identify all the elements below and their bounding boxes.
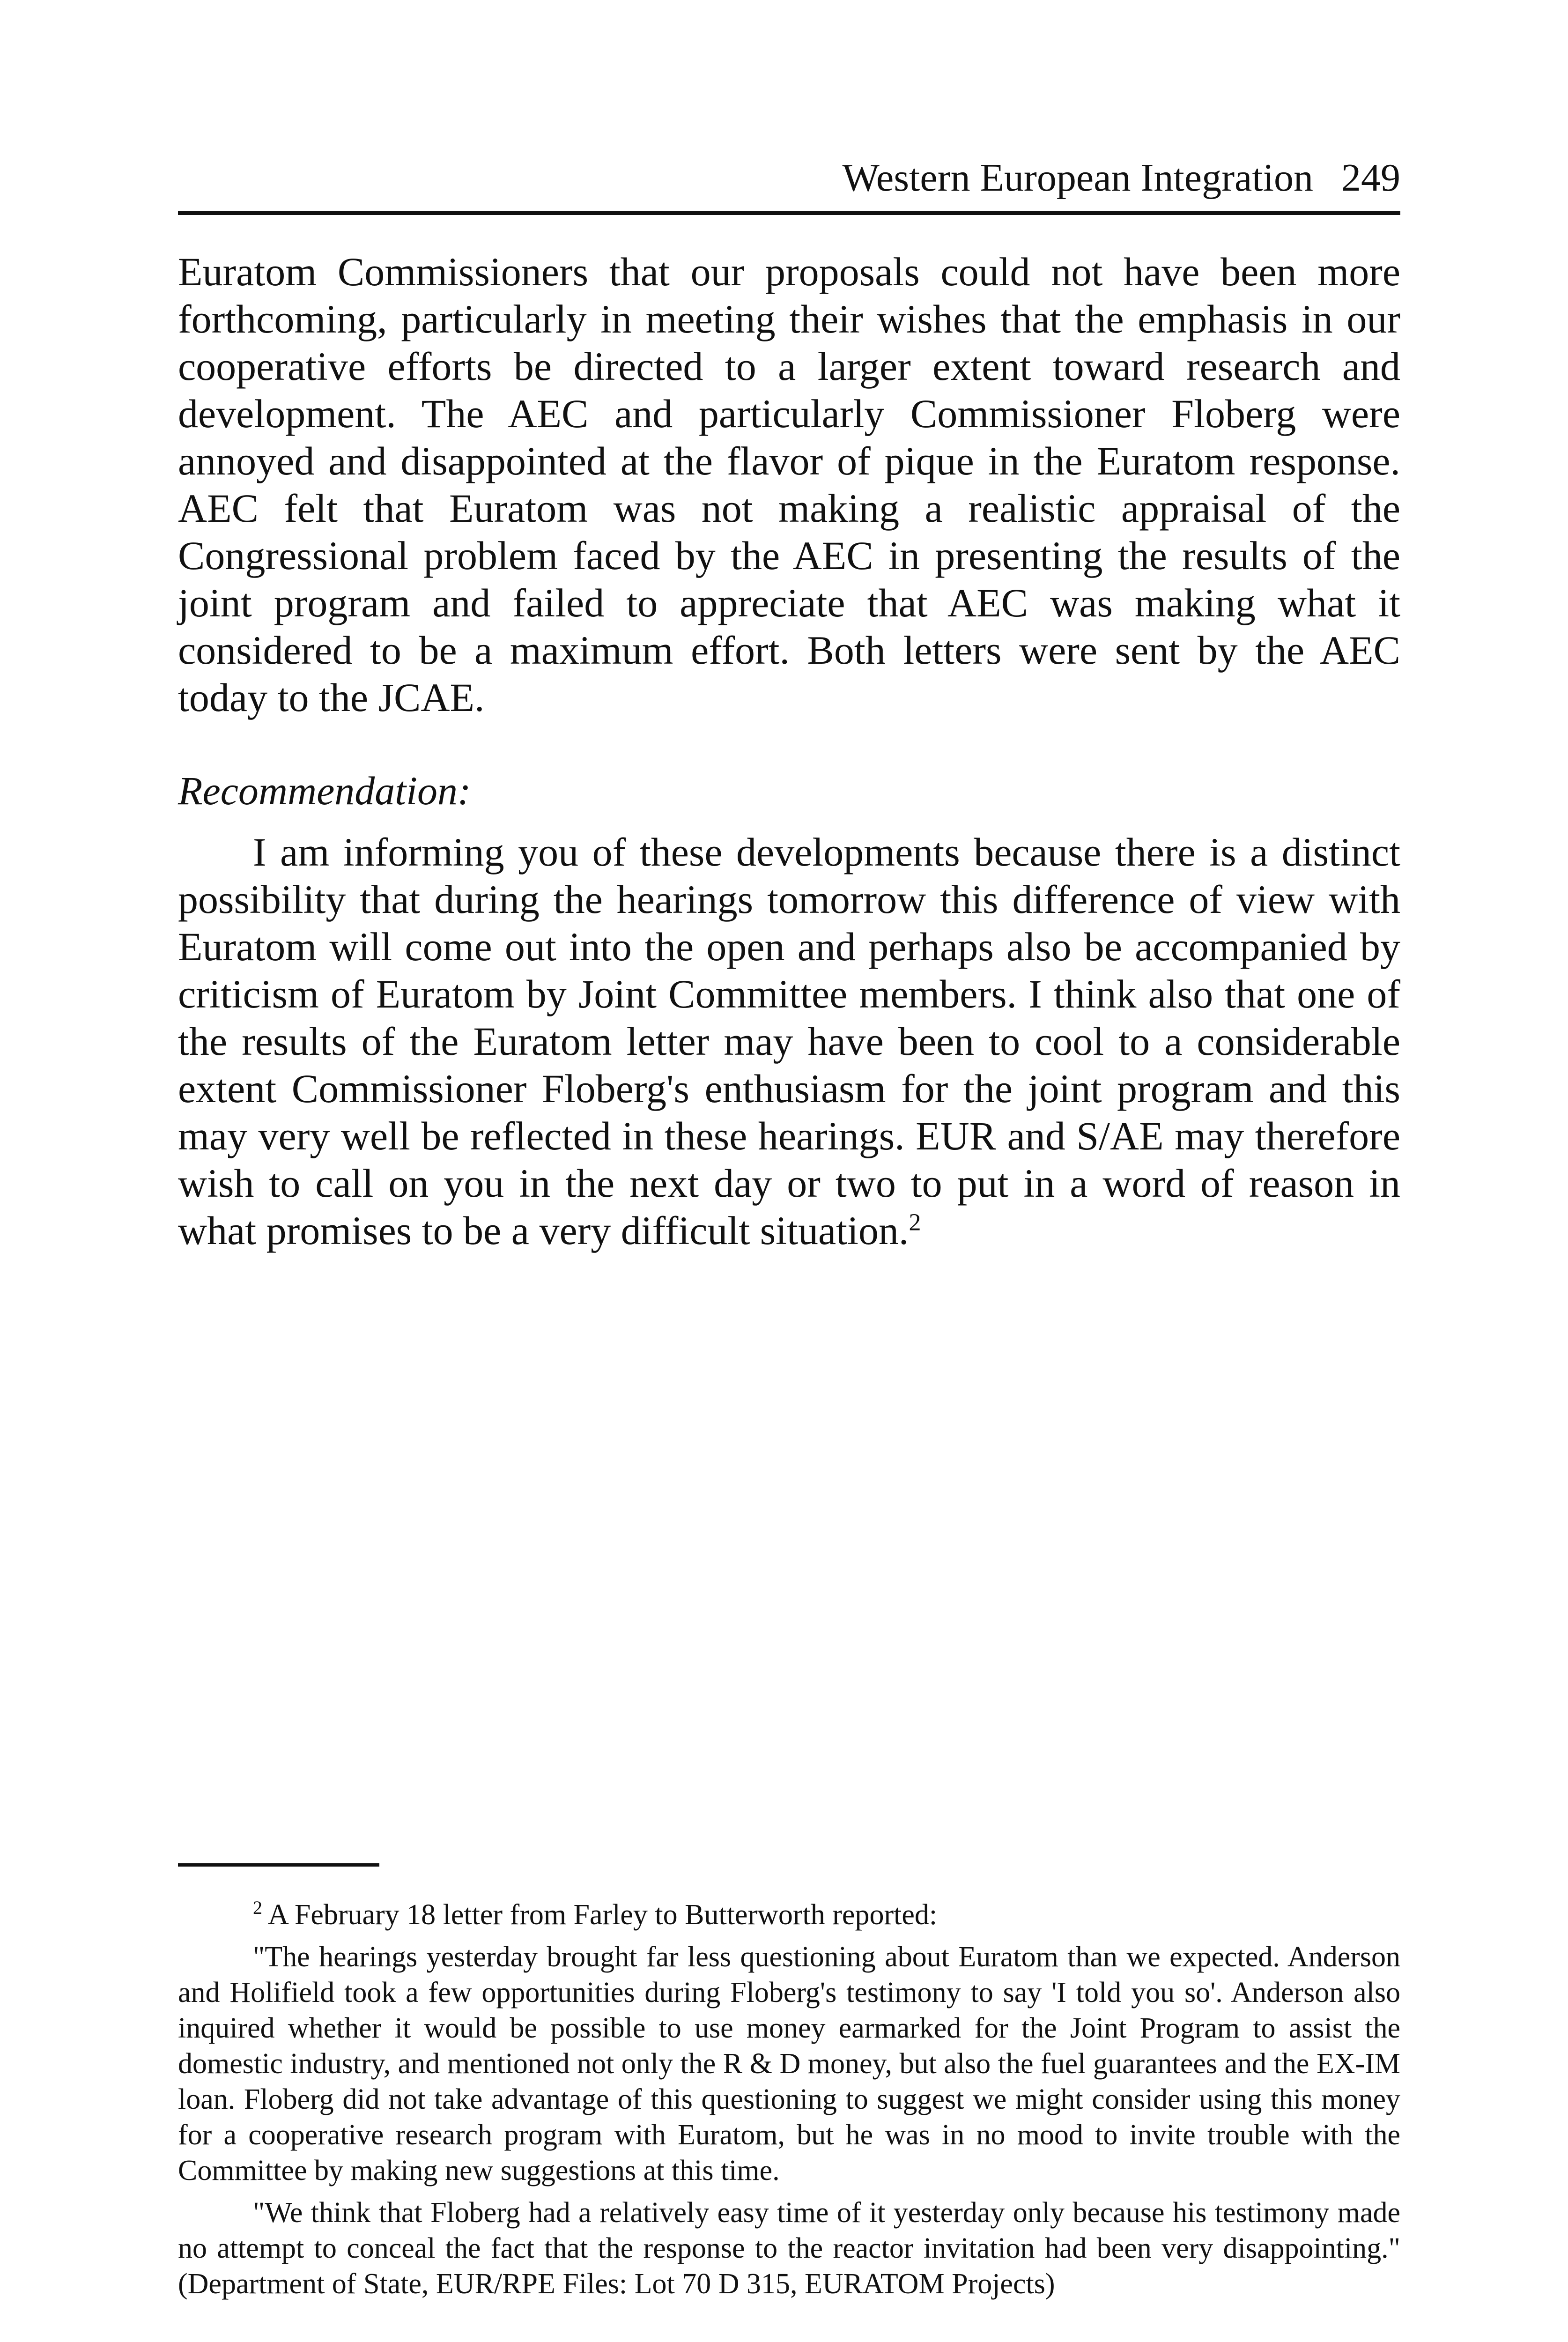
body-paragraph-1: Euratom Commissioners that our proposals could not have been more forthcoming, particularly in meeting their wishes that the emphasis in our cooperative efforts be directed to a larger extent toward research and development. The AEC and particularly Commissioner Floberg were annoyed and disappointed at the flavor of pique in the Euratom response. AEC felt that Euratom was not making a realistic appraisal of the Congressional problem faced by the AEC in presenting the results of the joint program and failed to appreciate that AEC was making what it considered to be a maximum effort. Both letters were sent by the AEC today to the JCAE.	[178, 249, 1400, 720]
footnote-rule	[178, 1863, 379, 1867]
running-head	[178, 155, 1400, 201]
body-text	[178, 248, 1400, 1254]
body-paragraph-2-text: I am informing you of these developments because there is a distinct possibility that during the hearings tomorrow this difference of view with Euratom will come out into the open and perhaps also be accompanied by criticism of Euratom by Joint Committee members. I think also that one of the results of the Euratom letter may have been to cool to a considerable extent Commissioner Floberg's enthusiasm for the joint program and this may very well be reflected in these hearings. EUR and S/AE may therefore wish to call on you in the next day or two to put in a word of reason in what promises to be a very difficult situation.	[178, 830, 1400, 1253]
running-title: Western European Integration	[842, 156, 1313, 200]
footnote-quote-1: "The hearings yesterday brought far less questioning about Euratom than we expected. Anderson and Holifield took a few opportunities during Floberg's testimony to say 'I told you so'. Anderson also inquired whether it would be possible to use money earmarked for the Joint Program to assist the domestic industry, and mentioned not only the R & D money, but also the fuel guarantees and the EX-IM loan. Floberg did not take advantage of this questioning to suggest we might consider using this money for a cooperative research program with Euratom, but he was in no mood to invite trouble with the Committee by making new suggestions at this time.	[178, 1941, 1400, 2186]
section-heading: Recommendation:	[178, 768, 471, 813]
header-rule	[178, 211, 1400, 215]
footnote-quote-2: "We think that Floberg had a relatively easy time of it yesterday only because his testimony made no attempt to conceal the fact that the response to the reactor invitation had been very disappointing." (Department of State, EUR/RPE Files: Lot 70 D 315, EURATOM Projects)	[178, 2197, 1400, 2300]
page-number: 249	[1341, 156, 1400, 200]
footnote-intro	[178, 1897, 1400, 1933]
body-paragraph-2	[178, 829, 1400, 1254]
footnotes	[178, 1897, 1400, 2302]
footnote-reference[interactable]: 2	[909, 1209, 921, 1236]
footnote-intro-text: A February 18 letter from Farley to Butterworth reported:	[268, 1899, 938, 1931]
footnote-marker: 2	[253, 1897, 262, 1919]
